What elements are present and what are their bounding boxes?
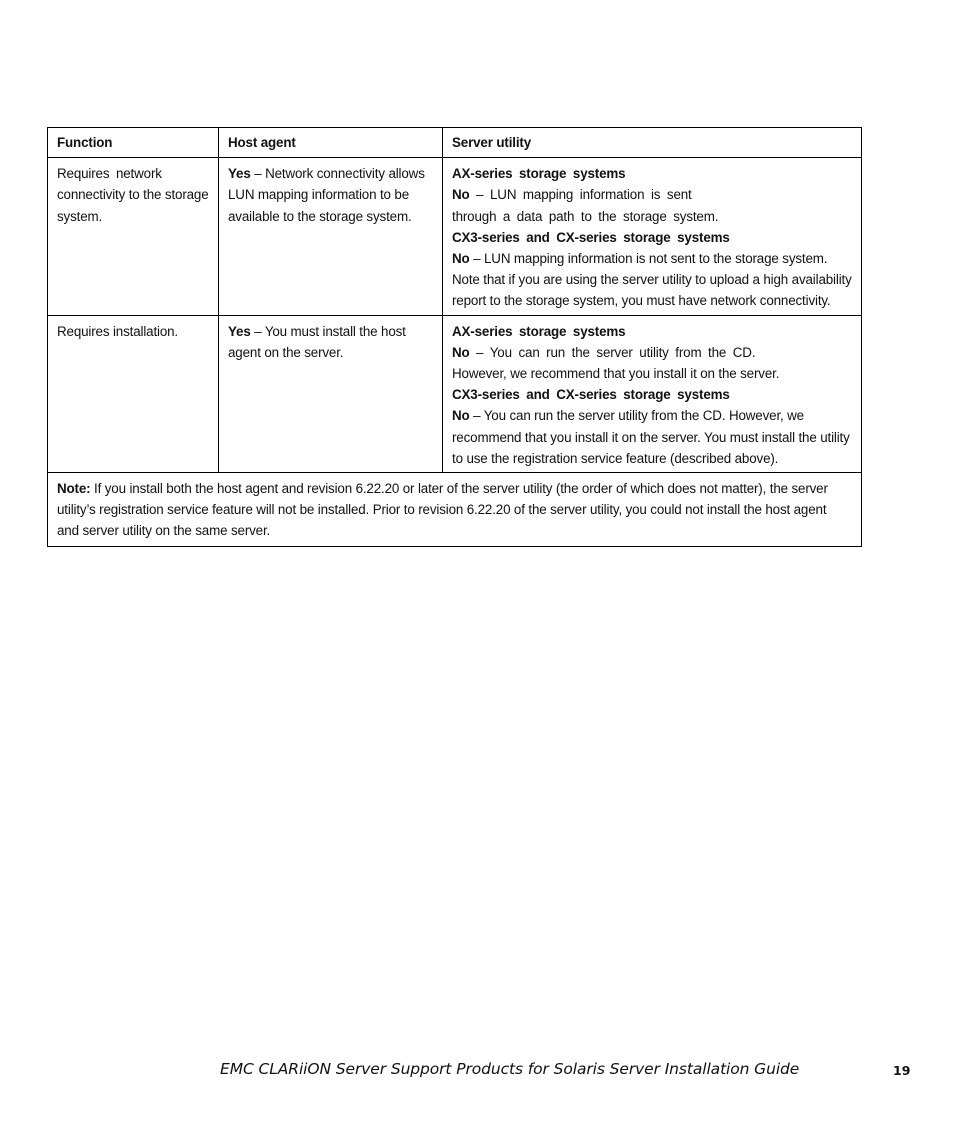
cx-series-answer: No xyxy=(452,408,470,424)
function-text: system. xyxy=(57,208,103,224)
host-agent-text: agent on the server. xyxy=(228,344,344,360)
cx-series-text: – LUN mapping information is not sent to the storage system. xyxy=(469,251,828,267)
function-cell xyxy=(48,315,219,472)
function-text: connectivity to the storage xyxy=(57,187,209,203)
cx-series-text: to use the registration service feature (described above). xyxy=(452,450,779,466)
host-agent-text: – You must install the host xyxy=(250,323,406,339)
cx-series-answer: No xyxy=(452,251,470,267)
header-host-agent: Host agent xyxy=(219,128,443,158)
footer-document-title: EMC CLARiiON Server Support Products for Solaris Server Installation Guide xyxy=(220,1060,800,1078)
function-comparison-table xyxy=(47,127,862,547)
ax-series-heading: AX-series storage systems xyxy=(452,323,626,339)
host-agent-text: available to the storage system. xyxy=(228,208,412,224)
note-text: If you install both the host agent and revision 6.22.20 or later of the server utility (the order of which does not matter), the server xyxy=(90,481,828,497)
note-cell xyxy=(48,473,862,547)
host-agent-answer: Yes xyxy=(228,166,251,182)
cx-series-heading: CX3-series and CX-series storage systems xyxy=(452,387,730,403)
note-row xyxy=(48,473,862,547)
ax-series-text: – You can run the server utility from the CD. xyxy=(469,344,756,360)
ax-series-answer: No xyxy=(452,344,470,360)
cx-series-text: report to the storage system, you must have network connectivity. xyxy=(452,293,831,309)
note-text: utility’s registration service feature will not be installed. Prior to revision 6.22.20 of the server utility, you could not install the host agent xyxy=(57,502,827,518)
table-row xyxy=(48,315,862,472)
server-utility-cell xyxy=(443,158,862,315)
ax-series-text: However, we recommend that you install it on the server. xyxy=(452,366,780,382)
header-function: Function xyxy=(48,128,219,158)
cx-series-heading: CX3-series and CX-series storage systems xyxy=(452,229,730,245)
function-text: Requires installation. xyxy=(57,323,179,339)
host-agent-answer: Yes xyxy=(228,323,251,339)
note-text: and server utility on the same server. xyxy=(57,523,271,539)
table-header-row xyxy=(48,128,862,158)
host-agent-cell xyxy=(219,315,443,472)
ax-series-text: – LUN mapping information is sent xyxy=(469,187,692,203)
ax-series-answer: No xyxy=(452,187,470,203)
ax-series-text: through a data path to the storage system. xyxy=(452,208,719,224)
host-agent-text: – Network connectivity allows xyxy=(250,166,425,182)
function-cell xyxy=(48,158,219,315)
note-label: Note: xyxy=(57,481,91,497)
header-server-utility: Server utility xyxy=(443,128,862,158)
cx-series-text: recommend that you install it on the server. You must install the utility xyxy=(452,429,850,445)
host-agent-cell xyxy=(219,158,443,315)
cx-series-text: – You can run the server utility from the CD. However, we xyxy=(469,408,804,424)
ax-series-heading: AX-series storage systems xyxy=(452,166,626,182)
function-text: Requires network xyxy=(57,166,162,182)
server-utility-cell xyxy=(443,315,862,472)
page-number: 19 xyxy=(893,1063,911,1078)
table-row xyxy=(48,158,862,315)
cx-series-text: Note that if you are using the server utility to upload a high availability xyxy=(452,272,852,288)
host-agent-text: LUN mapping information to be xyxy=(228,187,409,203)
